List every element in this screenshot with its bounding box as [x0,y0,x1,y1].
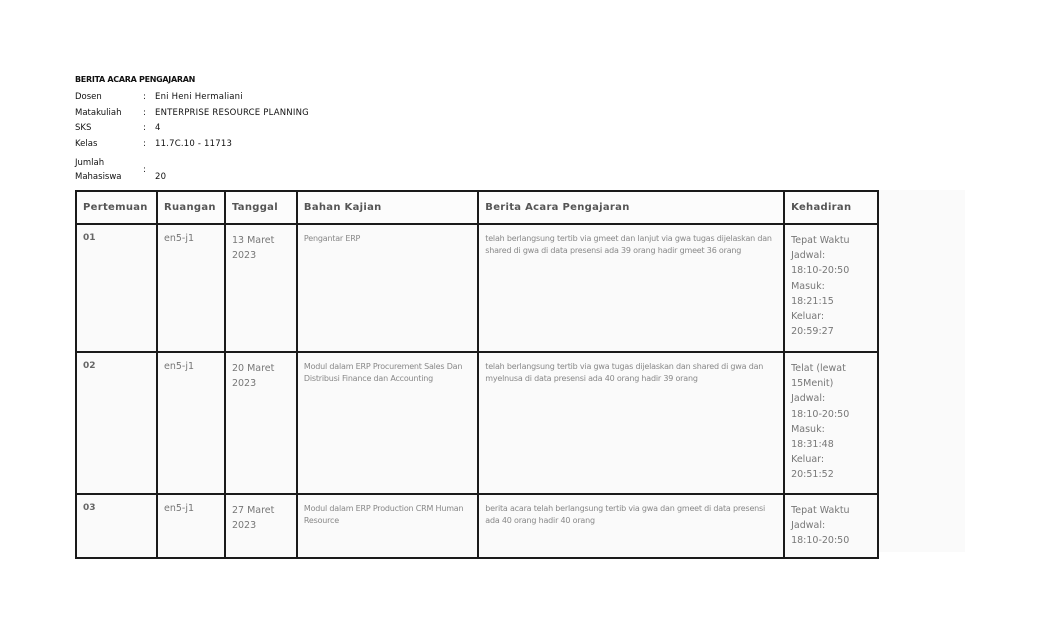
column-header-tanggal: Tanggal [225,191,297,224]
info-colon: : [143,138,146,149]
table-row [76,352,878,494]
info-value-matakuliah: ENTERPRISE RESOURCE PLANNING [155,107,309,118]
cell-bahan-kajian: Modul dalam ERP Procurement Sales Dan Distribusi Finance dan Accounting [297,352,478,494]
info-row-sks [75,121,309,137]
cell-ruangan: en5-j1 [157,224,225,352]
info-colon: : [143,107,146,118]
info-value-sks: 4 [155,123,161,133]
table-header-row [76,191,878,224]
info-label: Dosen [75,92,102,102]
cell-tanggal: 13 Maret 2023 [225,224,297,352]
cell-pertemuan: 01 [76,224,157,352]
info-row-kelas [75,137,309,153]
info-label [75,156,143,184]
info-label: Matakuliah [75,107,122,118]
cell-pertemuan: 02 [76,352,157,494]
table-row [76,494,878,558]
column-header-kehadiran: Kehadiran [784,191,878,224]
cell-tanggal: 20 Maret 2023 [225,352,297,494]
cell-ruangan: en5-j1 [157,494,225,558]
cell-kehadiran: Tepat Waktu Jadwal: 18:10-20:50 Masuk: 18:21:15 Keluar: 20:59:27 [784,224,878,352]
info-row-jumlah-mahasiswa [75,156,309,184]
info-label-line1: Jumlah [75,158,105,168]
info-label: Kelas [75,138,98,149]
cell-tanggal: 27 Maret 2023 [225,494,297,558]
cell-bahan-kajian: Modul dalam ERP Production CRM Human Resource [297,494,478,558]
cell-berita-acara: telah berlangsung tertib via gwa tugas dijelaskan dan shared di gwa dan myelnusa di data presensi ada 40 orang hadir 39 orang [478,352,784,494]
info-row-dosen [75,90,309,106]
cell-berita-acara: telah berlangsung tertib via gmeet dan lanjut via gwa tugas dijelaskan dan shared di gwa di data presensi ada 39 orang hadir gmeet 36 orang [478,224,784,352]
cell-bahan-kajian: Pengantar ERP [297,224,478,352]
info-colon: : [143,123,146,133]
cell-kehadiran: Telat (lewat 15Menit) Jadwal: 18:10-20:50 Masuk: 18:31:48 Keluar: 20:51:52 [784,352,878,494]
cell-pertemuan: 03 [76,494,157,558]
cell-kehadiran: Tepat Waktu Jadwal: 18:10-20:50 [784,494,878,558]
info-value-kelas: 11.7C.10 - 11713 [155,138,233,149]
info-row-matakuliah [75,106,309,122]
table-row [76,224,878,352]
column-header-bahan-kajian: Bahan Kajian [297,191,478,224]
document-title: BERITA ACARA PENGAJARAN [75,75,195,84]
cell-ruangan: en5-j1 [157,352,225,494]
info-value-jumlah-mahasiswa: 20 [155,172,167,182]
info-label-line2: Mahasiswa [75,172,122,182]
teaching-report-table [75,190,879,559]
info-value-dosen: Eni Heni Hermaliani [155,92,243,102]
info-colon: : [143,92,146,102]
info-colon: : [143,165,146,175]
column-header-pertemuan: Pertemuan [76,191,157,224]
column-header-ruangan: Ruangan [157,191,225,224]
column-header-berita-acara: Berita Acara Pengajaran [478,191,784,224]
info-label: SKS [75,123,92,133]
cell-berita-acara: berita acara telah berlangsung tertib via gwa dan gmeet di data presensi ada 40 orang hadir 40 orang [478,494,784,558]
course-info [75,90,309,184]
